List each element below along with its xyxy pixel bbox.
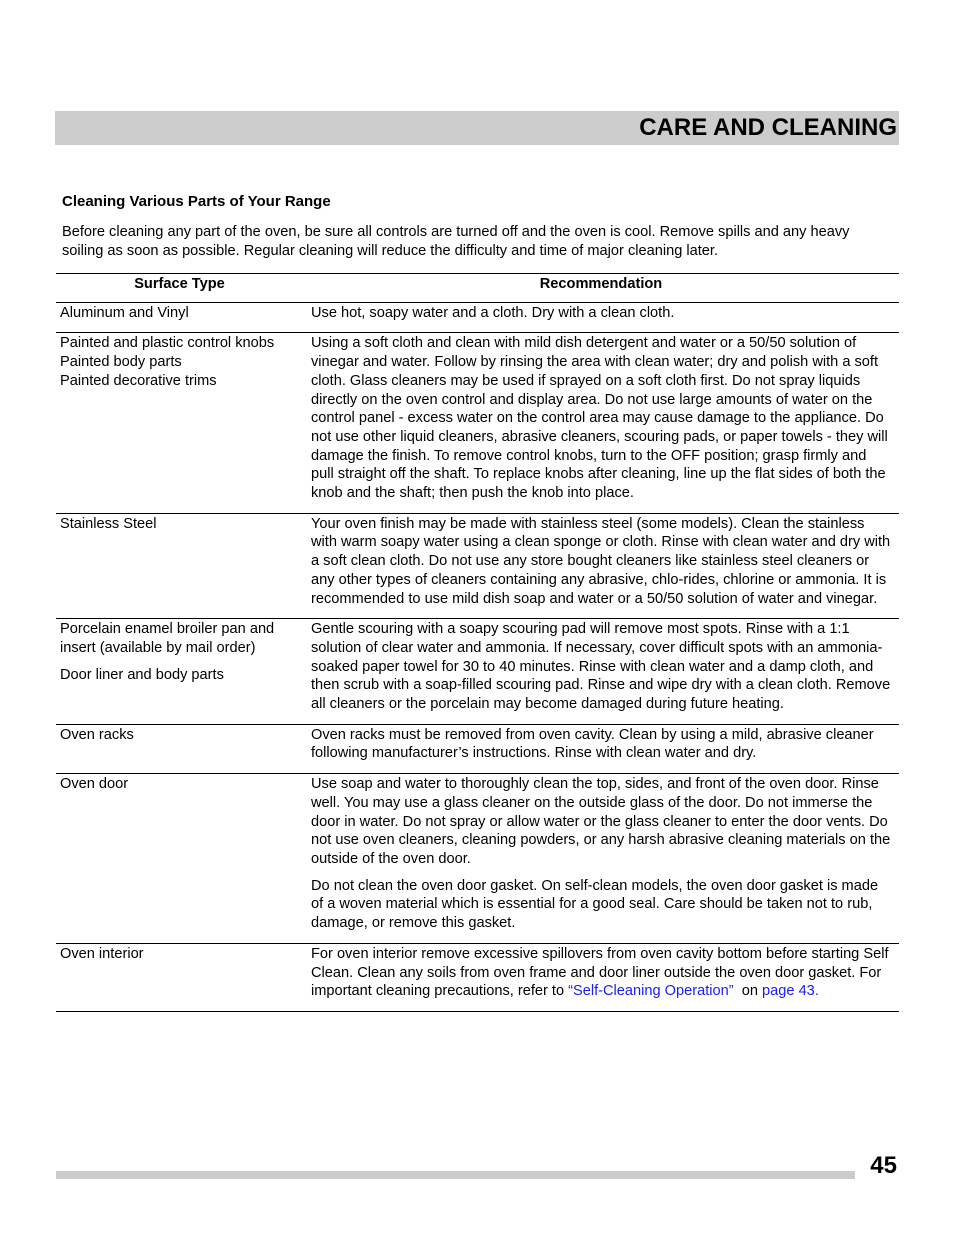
recommendation-text: Use hot, soapy water and a cloth. Dry with a clean cloth. bbox=[311, 304, 675, 321]
surface-label: Oven door bbox=[60, 776, 129, 793]
recommendation-cell bbox=[303, 333, 899, 513]
surface-cell bbox=[56, 619, 303, 725]
footer-bar bbox=[56, 1171, 855, 1179]
table-row bbox=[56, 619, 899, 725]
recommendation-text: Using a soft cloth and clean with mild dish detergent and water or a 50/50 solution of vinegar and water. Follow by rinsing the area with clean water; dry and polish with a soft cloth. Glass cleaners may be used if sprayed on a soft cloth first. Do not spray liquids directly on the oven control and display area. Do not use large amounts of water on the control panel - excess water on the control area may cause damage to the appliance. Do not use other liquid cleaners, abrasive cleaners, scouring pads, or paper towels - they will damage the finish. To remove control knobs, turn to the OFF position; grasp firmly and pull straight off the shaft. To replace knobs after cleaning, line up the flat sides of both the knob and the shaft; then push the knob into place. bbox=[311, 335, 888, 502]
surface-cell bbox=[56, 724, 303, 773]
recommendation-text: Oven racks must be removed from oven cavity. Clean by using a mild, abrasive cleaner following manufacturer’s instructions. Rinse with clean water and dry. bbox=[311, 726, 874, 762]
surface-label: Painted body parts bbox=[60, 354, 182, 371]
table-row bbox=[56, 774, 899, 944]
surface-cell bbox=[56, 943, 303, 1011]
recommendation-cell bbox=[303, 724, 899, 773]
recommendation-text: Use soap and water to thoroughly clean the top, sides, and front of the oven door. Rinse well. You may use a glass cleaner on the outside glass of the door. Do not immerse the door in water. Do not spray or allow water or the glass cleaner to enter the door vents. Do not use oven cleaners, cleaning powders, or any harsh abrasive cleaning materials on the outside of the oven door. bbox=[311, 776, 891, 867]
surface-label: Porcelain enamel broiler pan and insert (available by mail order) bbox=[60, 621, 275, 656]
section-heading: Cleaning Various Parts of Your Range bbox=[62, 193, 331, 210]
cleaning-table bbox=[56, 273, 899, 1012]
intro-paragraph: Before cleaning any part of the oven, be sure all controls are turned off and the oven is cool. Remove spills and any heavy soiling as soon as possible. Regular cleaning will reduce the difficulty and time of major cleaning later. bbox=[62, 224, 850, 259]
recommendation-cell bbox=[303, 513, 899, 619]
recommendation-cell bbox=[303, 774, 899, 944]
surface-cell bbox=[56, 513, 303, 619]
surface-label: Stainless Steel bbox=[60, 515, 157, 532]
page-number: 45 bbox=[870, 1152, 897, 1179]
recommendation-text: Your oven finish may be made with stainless steel (some models). Clean the stainless with warm soapy water using a clean sponge or cloth. Rinse with clean water and dry with a soft clean cloth. Do not use any store bought cleaners like stainless steel cleaners or any other types of cleaners containing any abrasive, chlo-rides, chlorine or ammonia. It is recommended to use mild dish soap and water or a 50/50 solution of water and vinegar. bbox=[311, 515, 891, 607]
recommendation-header: Recommendation bbox=[303, 274, 899, 303]
recommendation-cell bbox=[303, 619, 899, 725]
table-row bbox=[56, 302, 899, 333]
table-row bbox=[56, 333, 899, 513]
surface-type-header: Surface Type bbox=[56, 274, 303, 303]
table-row bbox=[56, 943, 899, 1011]
recommendation-text-part: on bbox=[733, 983, 763, 1000]
surface-cell bbox=[56, 774, 303, 944]
surface-cell bbox=[56, 302, 303, 333]
header-bar bbox=[55, 111, 899, 145]
table-row bbox=[56, 513, 899, 619]
surface-label: Oven interior bbox=[60, 945, 144, 962]
table-header-row bbox=[56, 274, 899, 303]
surface-label: Painted and plastic control knobs bbox=[60, 335, 275, 352]
surface-label: Door liner and body parts bbox=[60, 666, 224, 683]
recommendation-text: Do not clean the oven door gasket. On self-clean models, the oven door gasket is made of a woven material which is essential for a good seal. Care should be taken not to rub, damage, or remove this gasket. bbox=[311, 877, 879, 932]
recommendation-text-part: For oven interior remove excessive spillovers from oven cavity bottom before starting Self Clean. Clean any soils from oven frame and door liner outside the oven door gasket. For important cleaning precautions, refer to bbox=[311, 945, 889, 1000]
recommendation-text: Gentle scouring with a soapy scouring pad will remove most spots. Rinse with a 1:1 solution of clear water and ammonia. If necessary, cover difficult spots with an ammonia-soaked paper towel for 30 to 40 minutes. Rinse with clean water and a damp cloth, and then scrub with a soap-filled scouring pad. Rinse and wipe dry with a clean cloth. Remove all cleaners or the porcelain may become damaged during future heating. bbox=[311, 621, 891, 713]
surface-label: Painted decorative trims bbox=[60, 372, 217, 389]
page-43-link[interactable]: page 43 bbox=[762, 983, 815, 1000]
page-title: CARE AND CLEANING bbox=[639, 114, 897, 141]
recommendation-cell bbox=[303, 943, 899, 1011]
surface-label: Oven racks bbox=[60, 726, 134, 743]
self-cleaning-operation-link[interactable]: “Self-Cleaning Operation” bbox=[568, 983, 734, 1000]
table-row bbox=[56, 724, 899, 773]
recommendation-text bbox=[311, 945, 893, 1001]
recommendation-text-part: . bbox=[814, 983, 819, 1000]
recommendation-cell bbox=[303, 302, 899, 333]
surface-label: Aluminum and Vinyl bbox=[60, 304, 189, 321]
surface-cell bbox=[56, 333, 303, 513]
